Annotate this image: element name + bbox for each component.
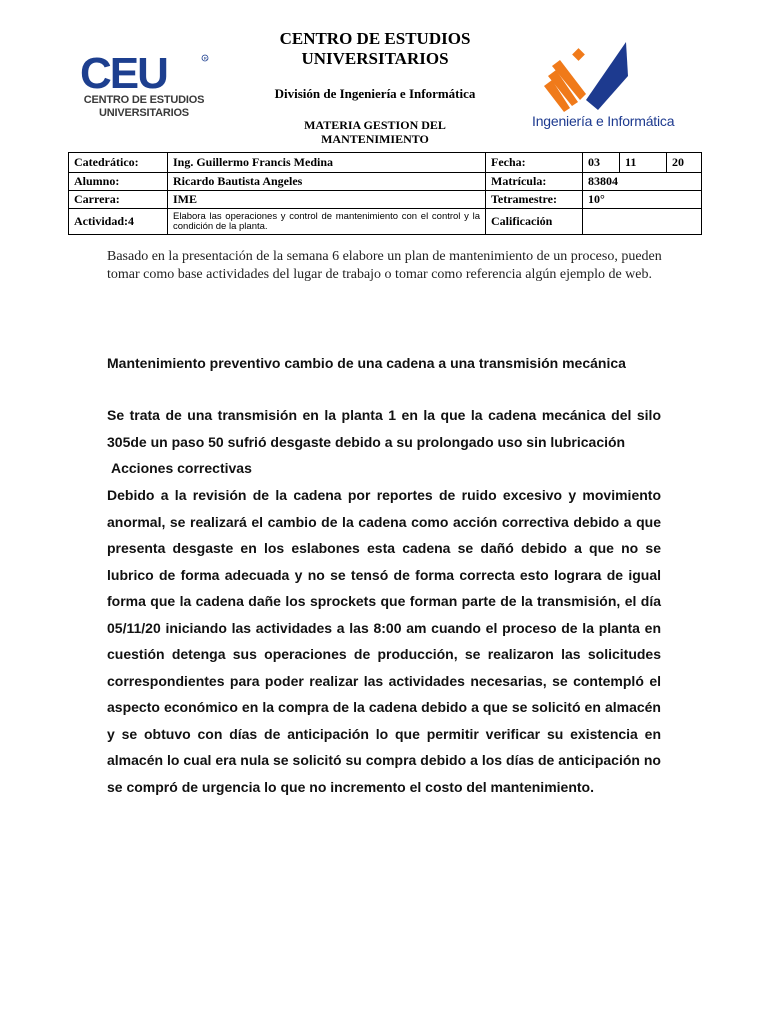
tetramestre-value: 10° <box>583 191 702 209</box>
ceu-logo-line1: CENTRO DE ESTUDIOS <box>83 94 205 106</box>
subject-title-line1: MATERIA GESTION DEL <box>304 118 446 132</box>
tetramestre-label: Tetramestre: <box>486 191 583 209</box>
catedratico-label: Catedrático: <box>69 153 168 173</box>
calificacion-label: Calificación <box>486 209 583 235</box>
ingenieria-logo-caption: Ingeniería e Informática <box>532 113 675 129</box>
svg-text:R: R <box>203 56 207 61</box>
alumno-label: Alumno: <box>69 173 168 191</box>
fecha-label: Fecha: <box>486 153 583 173</box>
section-title: Mantenimiento preventivo cambio de una cadena a una transmisión mecánica <box>107 355 626 371</box>
matricula-value: 83804 <box>583 173 702 191</box>
ingenieria-emblem-icon <box>536 36 656 116</box>
fecha-month: 11 <box>620 153 667 173</box>
subject-title-line2: MANTENIMIENTO <box>321 132 429 146</box>
actividad-label: Actividad:4 <box>69 209 168 235</box>
corrective-paragraph: Debido a la revisión de la cadena por reportes de ruido excesivo y movimiento anormal, se realizará el cambio de la cadena como acción correctiva debido a que presenta desgaste en los eslabones esta cadena se dañó debido a que no se lubrico de forma adecuada y no se tensó de forma correcta esto lograra de igual forma que la cadena dañe los sprockets que forman parte de la transmisión, el día 05/11/20 iniciando las actividades a las 8:00 am cuando el proceso de la planta en cuestión detenga sus operaciones de producción, se realizaron las solicitudes correspondientes para poder realizar las actividades necesarias, se contempló el aspecto económico en la compra de la cadena debido a que se solicitó en almacén y se obtuvo con días de anticipación lo que permitir verificar su existencia en almacén lo cual era nula se solicitó su compra debido a los días de anticipación no se compró de urgencia lo que no incremento el costo del mantenimiento. <box>107 487 661 795</box>
institution-title-line2: UNIVERSITARIOS <box>301 49 449 68</box>
actividad-value: Elabora las operaciones y control de mantenimiento con el control y la condición de la planta. <box>168 209 486 235</box>
intro-paragraph: Basado en la presentación de la semana 6 elabore un plan de mantenimiento de un proceso, pueden tomar como base actividades del lugar de trabajo o tomar como referencia algún ejemplo de web. <box>107 249 662 282</box>
fecha-year: 20 <box>667 153 702 173</box>
carrera-label: Carrera: <box>69 191 168 209</box>
institution-title-line1: CENTRO DE ESTUDIOS <box>279 29 471 48</box>
table-row <box>69 209 702 235</box>
table-row <box>69 153 702 173</box>
ceu-wordmark-icon <box>78 50 210 94</box>
fecha-day: 03 <box>583 153 620 173</box>
table-row <box>69 173 702 191</box>
calificacion-value <box>583 209 702 235</box>
ceu-logo <box>78 50 210 124</box>
division-title: División de Ingeniería e Informática <box>274 86 476 101</box>
corrective-heading: Acciones correctivas <box>111 460 252 476</box>
catedratico-value: Ing. Guillermo Francis Medina <box>168 153 486 173</box>
svg-text:CEU: CEU <box>80 50 167 94</box>
document-body <box>107 350 661 800</box>
table-row <box>69 191 702 209</box>
alumno-value: Ricardo Bautista Angeles <box>168 173 486 191</box>
ceu-logo-line2: UNIVERSITARIOS <box>99 107 189 119</box>
info-table <box>68 152 702 235</box>
carrera-value: IME <box>168 191 486 209</box>
situation-paragraph: Se trata de una transmisión en la planta 1 en la que la cadena mecánica del silo 305de un paso 50 sufrió desgaste debido a su prolongado uso sin lubricación <box>107 407 661 450</box>
matricula-label: Matrícula: <box>486 173 583 191</box>
